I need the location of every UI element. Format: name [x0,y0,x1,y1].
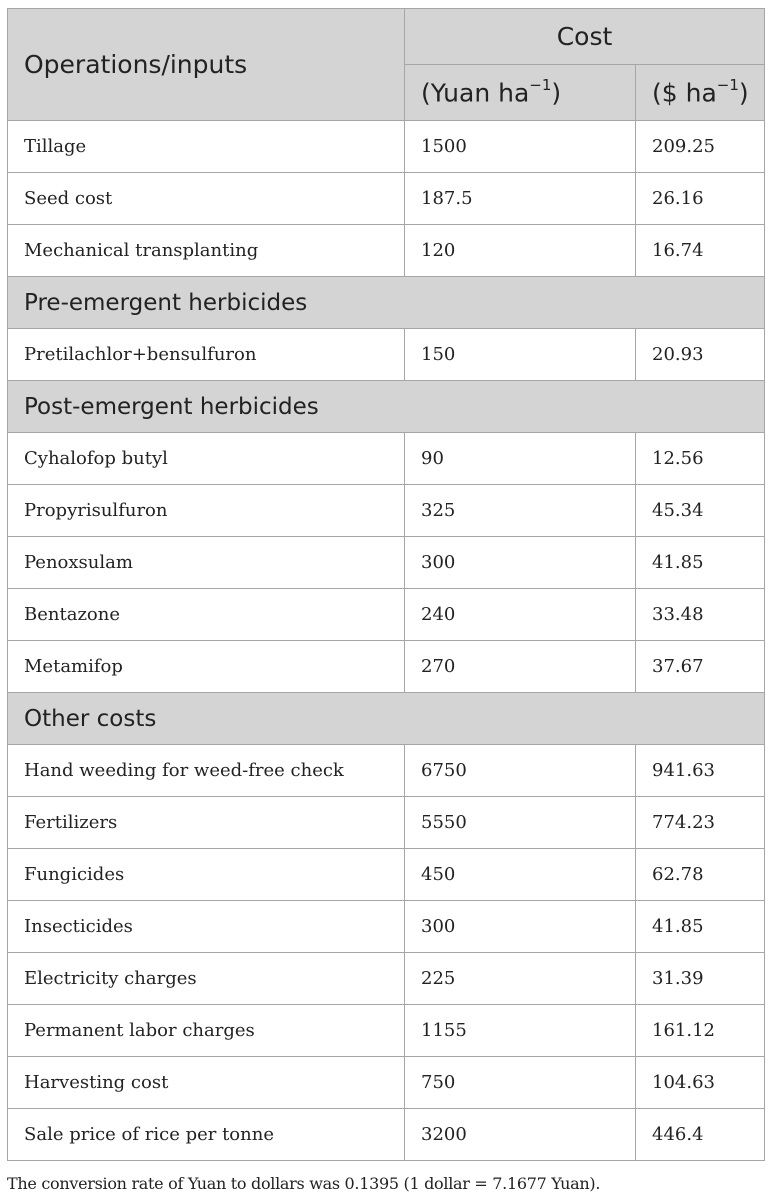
header-yuan-close: ) [551,78,562,108]
cell-cost-yuan: 120 [405,225,636,277]
table-row [8,121,765,173]
table-row [8,797,765,849]
cell-cost-yuan: 325 [405,485,636,537]
header-operations-inputs: Operations/inputs [8,9,405,121]
cell-cost-usd: 31.39 [636,953,765,1005]
cell-cost-usd: 45.34 [636,485,765,537]
cell-cost-usd: 20.93 [636,329,765,381]
header-usd-close: ) [738,78,749,108]
header-usd-sup: −1 [716,75,739,94]
cell-cost-yuan: 5550 [405,797,636,849]
cell-operation: Sale price of rice per tonne [8,1109,405,1161]
table-row [8,329,765,381]
cell-cost-yuan: 750 [405,1057,636,1109]
cell-cost-yuan: 270 [405,641,636,693]
cell-cost-yuan: 90 [405,433,636,485]
cell-cost-yuan: 3200 [405,1109,636,1161]
header-usd-label: ($ ha [652,78,717,108]
cell-cost-usd: 16.74 [636,225,765,277]
cell-operation: Permanent labor charges [8,1005,405,1057]
section-row [8,693,765,745]
table-row [8,901,765,953]
table-row [8,849,765,901]
cell-cost-yuan: 1155 [405,1005,636,1057]
cell-operation: Fungicides [8,849,405,901]
cell-operation: Harvesting cost [8,1057,405,1109]
cell-operation: Penoxsulam [8,537,405,589]
table-row [8,1057,765,1109]
cell-cost-yuan: 300 [405,537,636,589]
cell-operation: Hand weeding for weed-free check [8,745,405,797]
table-row [8,745,765,797]
cell-cost-yuan: 300 [405,901,636,953]
cell-operation: Metamifop [8,641,405,693]
cell-cost-yuan: 187.5 [405,173,636,225]
header-yuan-sup: −1 [529,75,552,94]
table-row [8,485,765,537]
table-body [8,121,765,1161]
cell-operation: Mechanical transplanting [8,225,405,277]
cell-operation: Electricity charges [8,953,405,1005]
table-header [8,9,765,121]
cell-cost-yuan: 240 [405,589,636,641]
cost-table [7,8,765,1161]
table-row [8,953,765,1005]
header-usd-per-ha [636,65,765,121]
cell-cost-usd: 62.78 [636,849,765,901]
cell-operation: Cyhalofop butyl [8,433,405,485]
cell-cost-usd: 33.48 [636,589,765,641]
cell-cost-usd: 941.63 [636,745,765,797]
table-footnote: The conversion rate of Yuan to dollars was 0.1395 (1 dollar = 7.1677 Yuan). [7,1174,601,1193]
cell-cost-yuan: 450 [405,849,636,901]
table-row [8,433,765,485]
header-cost-group: Cost [405,9,765,65]
cell-cost-usd: 209.25 [636,121,765,173]
cell-operation: Fertilizers [8,797,405,849]
cell-operation: Pretilachlor+bensulfuron [8,329,405,381]
cell-operation: Bentazone [8,589,405,641]
cell-operation: Propyrisulfuron [8,485,405,537]
section-title: Pre-emergent herbicides [8,277,765,329]
cell-cost-usd: 446.4 [636,1109,765,1161]
header-yuan-per-ha [405,65,636,121]
cell-cost-usd: 41.85 [636,537,765,589]
cell-cost-yuan: 150 [405,329,636,381]
cell-cost-usd: 26.16 [636,173,765,225]
cell-operation: Seed cost [8,173,405,225]
cell-operation: Insecticides [8,901,405,953]
cell-cost-yuan: 6750 [405,745,636,797]
cell-cost-usd: 41.85 [636,901,765,953]
cell-cost-usd: 37.67 [636,641,765,693]
table-row [8,589,765,641]
section-title: Post-emergent herbicides [8,381,765,433]
table-row [8,1109,765,1161]
section-title: Other costs [8,693,765,745]
table-row [8,641,765,693]
section-row [8,277,765,329]
cell-cost-usd: 12.56 [636,433,765,485]
cell-cost-usd: 774.23 [636,797,765,849]
cell-cost-yuan: 225 [405,953,636,1005]
cell-operation: Tillage [8,121,405,173]
table-row [8,1005,765,1057]
cell-cost-usd: 161.12 [636,1005,765,1057]
header-yuan-label: (Yuan ha [421,78,530,108]
table-row [8,225,765,277]
cell-cost-yuan: 1500 [405,121,636,173]
section-row [8,381,765,433]
cell-cost-usd: 104.63 [636,1057,765,1109]
table-row [8,537,765,589]
table-row [8,173,765,225]
